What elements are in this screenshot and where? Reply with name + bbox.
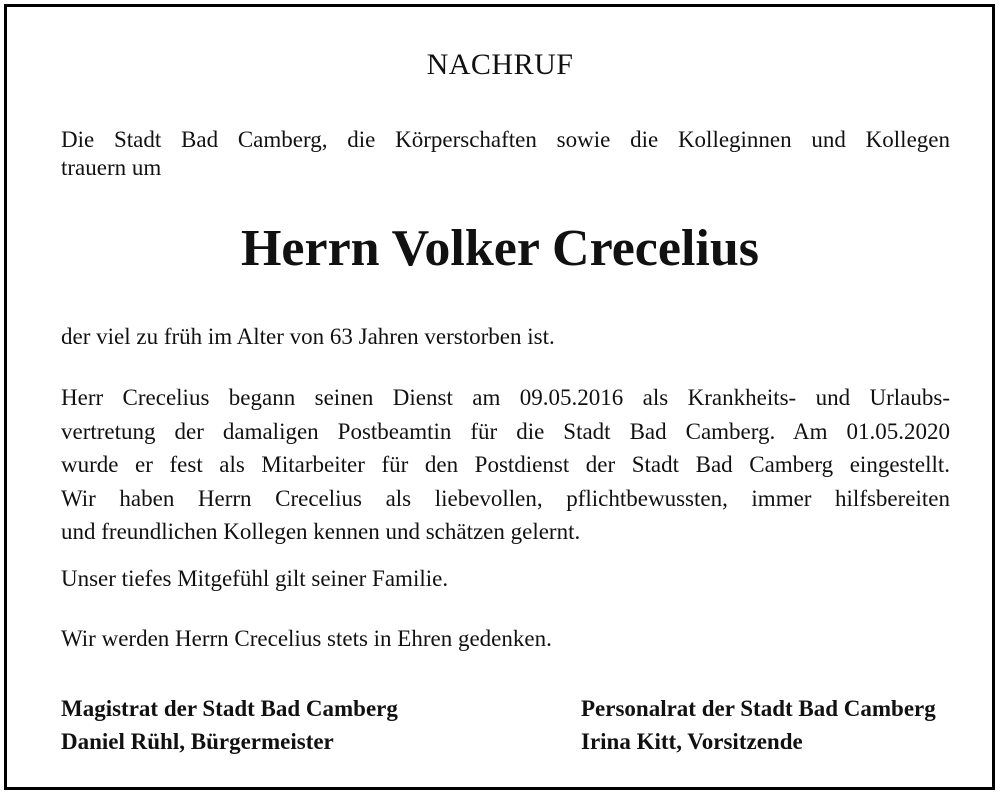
- intro-line: Die Stadt Bad Camberg, die Körperschaften sowie die Kolleginnen und Kollegen: [61, 127, 950, 152]
- intro-paragraph: [61, 126, 950, 182]
- signature-right: [581, 692, 936, 758]
- signature-person: Irina Kitt, Vorsitzende: [581, 729, 803, 754]
- biography-line: vertretung der damaligen Postbeamtin für die Stadt Bad Camberg. Am 01.05.2020: [61, 418, 950, 444]
- deceased-name: Herrn Volker Crecelius: [240, 220, 760, 277]
- condolence-line: Unser tiefes Mitgefühl gilt seiner Familie.: [61, 566, 449, 591]
- signature-org: Personalrat der Stadt Bad Camberg: [581, 696, 936, 721]
- notice-title: NACHRUF: [426, 48, 574, 81]
- remembrance-line: Wir werden Herrn Crecelius stets in Ehren gedenken.: [61, 626, 552, 651]
- signature-org: Magistrat der Stadt Bad Camberg: [61, 696, 398, 721]
- biography-line: Wir haben Herrn Crecelius als liebevollen, pflichtbewussten, immer hilfsbereiten: [61, 485, 950, 511]
- intro-line: trauern um: [61, 155, 162, 180]
- signature-person: Daniel Rühl, Bürgermeister: [61, 729, 334, 754]
- age-line: der viel zu früh im Alter von 63 Jahren verstorben ist.: [61, 324, 555, 349]
- biography-line: Herr Crecelius begann seinen Dienst am 09.05.2016 als Krankheits- und Urlaubs-: [61, 385, 950, 410]
- biography-line: und freundlichen Kollegen kennen und schätzen gelernt.: [61, 519, 581, 544]
- biography-paragraph: [61, 381, 950, 549]
- signature-left: [61, 692, 398, 758]
- biography-line: wurde er fest als Mitarbeiter für den Postdienst der Stadt Bad Camberg eingestellt.: [61, 452, 950, 477]
